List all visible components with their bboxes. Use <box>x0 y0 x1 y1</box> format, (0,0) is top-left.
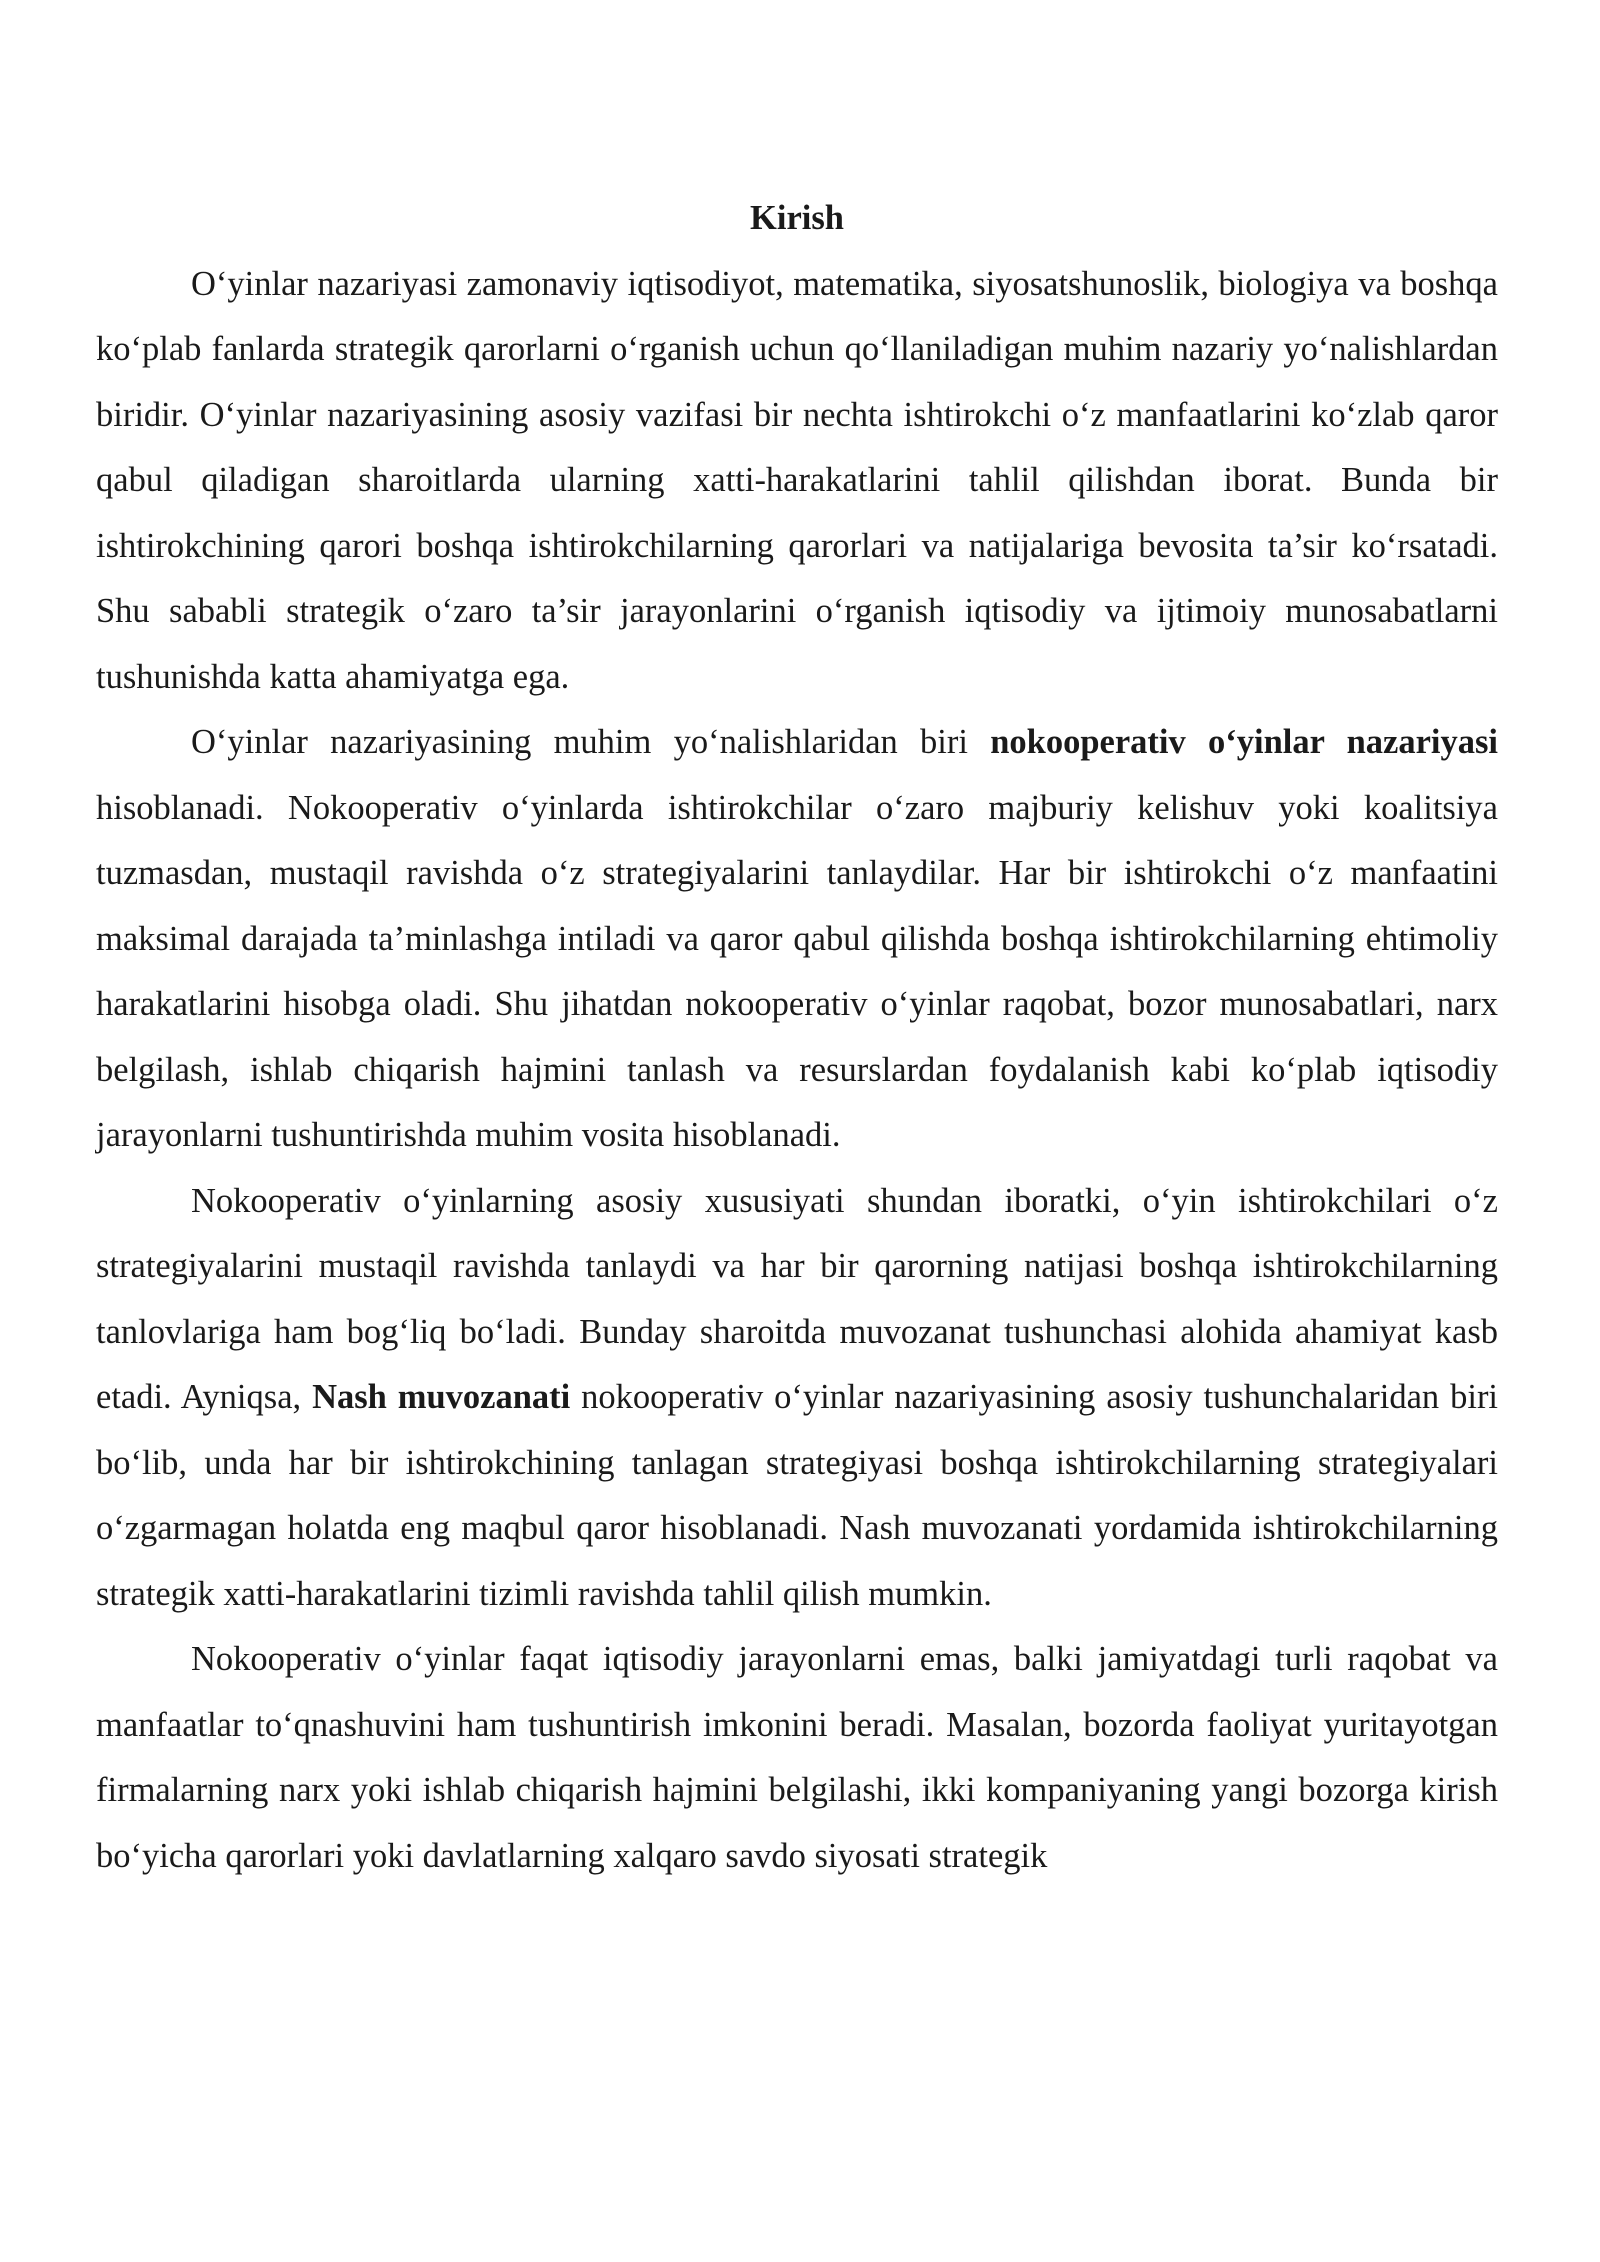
paragraph-2-text-b: hisoblanadi. Nokooperativ o‘yinlarda ishtirokchilar o‘zaro majburiy kelishuv yoki koalitsiya tuzmasdan, mustaqil ravishda o‘z strategiyalarini tanlaydilar. Har bir ishtirokchi o‘z manfaatini maksimal darajada ta’minlashga intiladi va qaror qabul qilishda boshqa ishtirokchilarning ehtimoliy harakatlarini hisobga oladi. Shu jihatdan nokooperativ o‘yinlar raqobat, bozor munosabatlari, narx belgilash, ishlab chiqarish hajmini tanlash va resurslardan foydalanish kabi ko‘plab iqtisodiy jarayonlarni tushuntirishda muhim vosita hisoblanadi. <box>96 788 1498 1154</box>
paragraph-3-bold-term: Nash muvozanati <box>312 1378 571 1416</box>
paragraph-1-text: O‘yinlar nazariyasi zamonaviy iqtisodiyot, matematika, siyosatshunoslik, biologiya va boshqa ko‘plab fanlarda strategik qarorlarni o‘rganish uchun qo‘llaniladigan muhim nazariy yo‘nalishlardan biridir. O‘yinlar nazariyasining asosiy vazifasi bir nechta ishtirokchi o‘z manfaatlarini ko‘zlab qaror qabul qiladigan sharoitlarda ularning xatti-harakatlarini tahlil qilishdan iborat. Bunda bir ishtirokchining qarori boshqa ishtirokchilarning qarorlari va natijalariga bevosita ta’sir ko‘rsatadi. Shu sababli strategik o‘zaro ta’sir jarayonlarini o‘rganish iqtisodiy va ijtimoiy munosabatlarni tushunishda katta ahamiyatga ega. <box>96 264 1498 696</box>
paragraph-4 <box>96 1627 1498 1889</box>
paragraph-3 <box>96 1169 1498 1628</box>
document-title: Kirish <box>750 199 844 237</box>
paragraph-3-text-a: Nokooperativ o‘yinlarning asosiy xususiyati shundan iboratki, o‘yin ishtirokchilari o‘z strategiyalarini mustaqil ravishda tanlaydi va har bir qarorning natijasi boshqa ishtirokchilarning tanlovlariga ham bog‘liq bo‘ladi. Bunday sharoitda muvozanat tushunchasi alohida ahamiyat kasb etadi. Ayniqsa, <box>96 1181 1498 1416</box>
paragraph-2 <box>96 710 1498 1169</box>
paragraph-2-text-a: O‘yinlar nazariyasining muhim yo‘nalishlaridan biri <box>191 723 991 761</box>
paragraph-1 <box>96 252 1498 711</box>
document-page <box>96 186 1498 1889</box>
paragraph-3-text-b: nokooperativ o‘yinlar nazariyasining asosiy tushunchalaridan biri bo‘lib, unda har bir ishtirokchining tanlagan strategiyasi boshqa ishtirokchilarning strategiyalari o‘zgarmagan holatda eng maqbul qaror hisoblanadi. Nash muvozanati yordamida ishtirokchilarning strategik xatti-harakatlarini tizimli ravishda tahlil qilish mumkin. <box>96 1378 1499 1613</box>
paragraph-4-text: Nokooperativ o‘yinlar faqat iqtisodiy jarayonlarni emas, balki jamiyatdagi turli raqobat va manfaatlar to‘qnashuvini ham tushuntirish imkonini beradi. Masalan, bozorda faoliyat yuritayotgan firmalarning narx yoki ishlab chiqarish hajmini belgilashi, ikki kompaniyaning yangi bozorga kirish bo‘yicha qarorlari yoki davlatlarning xalqaro savdo siyosati strategik <box>96 1640 1498 1875</box>
paragraph-2-bold-term: nokooperativ o‘yinlar nazariyasi <box>990 723 1498 761</box>
